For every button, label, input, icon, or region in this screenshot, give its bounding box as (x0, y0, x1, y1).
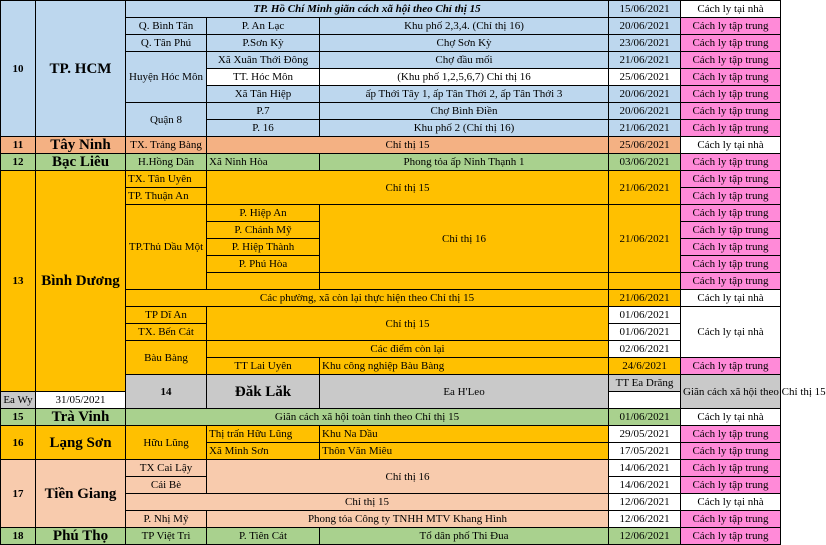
status-cell: Cách ly tại nhà (681, 137, 781, 154)
district-cell: TP. Thuận An (126, 188, 207, 205)
area-cell: Khu phố 2 (Chỉ thị 16) (320, 120, 609, 137)
date-cell: 12/06/2021 (609, 528, 681, 545)
status-cell: Cách ly tập trung (681, 120, 781, 137)
area-cell: Chỉ thị 16 (207, 460, 609, 494)
ward-cell: TT Lai Uyên (207, 358, 320, 375)
district-cell: Q. Tân Phú (126, 35, 207, 52)
province-name: Đăk Lăk (207, 375, 320, 409)
table-row (1, 171, 781, 188)
section-title: TP. Hồ Chí Minh giãn cách xã hội theo Chỉ thị 15 (126, 1, 609, 18)
province-name: Bình Dương (36, 171, 126, 392)
row-number: 17 (1, 460, 36, 528)
ward-cell: P. Chánh Mỹ (207, 222, 320, 239)
area-cell: Chỉ thị 16 (320, 205, 609, 273)
status-cell: Cách ly tập trung (681, 18, 781, 35)
date-cell: 24/6/2021 (609, 358, 681, 375)
date-cell (609, 273, 681, 290)
district-cell: TX. Bến Cát (126, 324, 207, 341)
area-cell: Chợ Sơn Kỳ (320, 35, 609, 52)
area-cell: Phong tỏa ấp Ninh Thạnh 1 (320, 154, 609, 171)
area-cell: Khu Na Dầu (320, 426, 609, 443)
status-cell: Cách ly tập trung (681, 528, 781, 545)
ward-cell (207, 273, 320, 290)
area-cell (320, 273, 609, 290)
date-cell: 20/06/2021 (609, 103, 681, 120)
district-cell: Bàu Bàng (126, 341, 207, 375)
province-name: Trà Vinh (36, 409, 126, 426)
table-row (1, 154, 781, 171)
date-cell: 21/06/2021 (609, 171, 681, 205)
date-cell: 17/05/2021 (609, 443, 681, 460)
date-cell: 21/06/2021 (609, 290, 681, 307)
status-cell: Cách ly tập trung (681, 256, 781, 273)
area-cell: Thôn Văn Miêu (320, 443, 609, 460)
area-cell: ấp Thới Tây 1, ấp Tân Thới 2, ấp Tân Thới 3 (320, 86, 609, 103)
ward-cell: TT. Hóc Môn (207, 69, 320, 86)
province-name: Phú Thọ (36, 528, 126, 545)
area-cell: Giãn cách xã hội theo Chỉ thị 15 (681, 375, 781, 409)
date-cell: 20/06/2021 (609, 18, 681, 35)
table-row (1, 426, 781, 443)
ward-cell: Ea Wy (1, 392, 36, 409)
date-cell: 12/06/2021 (609, 494, 681, 511)
date-cell: 20/06/2021 (609, 86, 681, 103)
date-cell: 01/06/2021 (609, 307, 681, 324)
area-cell: Chỉ thị 15 (126, 494, 609, 511)
status-cell: Cách ly tập trung (681, 188, 781, 205)
status-cell: Cách ly tập trung (681, 239, 781, 256)
ward-cell: P. Hiệp An (207, 205, 320, 222)
status-cell: Cách ly tập trung (681, 443, 781, 460)
province-name: Tây Ninh (36, 137, 126, 154)
area-cell: Giãn cách xã hội toàn tỉnh theo Chỉ thị 15 (126, 409, 609, 426)
ward-cell: P. Phú Hòa (207, 256, 320, 273)
date-cell: 01/06/2021 (609, 324, 681, 341)
date-cell: 14/06/2021 (609, 477, 681, 494)
date-cell: 14/06/2021 (609, 460, 681, 477)
ward-cell: P. Tiên Cát (207, 528, 320, 545)
date-cell: 25/06/2021 (609, 69, 681, 86)
area-cell: Chợ Bình Điền (320, 103, 609, 120)
province-name: Lạng Sơn (36, 426, 126, 460)
date-cell: 15/06/2021 (609, 1, 681, 18)
district-cell: TP Việt Trì (126, 528, 207, 545)
status-cell: Cách ly tại nhà (681, 409, 781, 426)
ward-cell: Xã Ninh Hòa (207, 154, 320, 171)
district-cell: Huyện Hóc Môn (126, 52, 207, 103)
ward-cell: TT Ea Drăng (609, 375, 681, 392)
status-cell: Cách ly tập trung (681, 222, 781, 239)
area-cell: Chỉ thị 15 (207, 137, 609, 154)
date-cell: 21/06/2021 (609, 52, 681, 69)
row-number: 16 (1, 426, 36, 460)
district-cell: Ea H'Leo (320, 375, 609, 409)
district-cell: Quận 8 (126, 103, 207, 137)
date-cell: 29/05/2021 (609, 426, 681, 443)
status-cell: Cách ly tập trung (681, 205, 781, 222)
row-number: 18 (1, 528, 36, 545)
area-cell: Các phường, xã còn lại thực hiện theo Chỉ thị 15 (126, 290, 609, 307)
status-cell: Cách ly tại nhà (681, 1, 781, 18)
ward-cell: P.7 (207, 103, 320, 120)
district-cell: Cái Bè (126, 477, 207, 494)
table-row (1, 460, 781, 477)
district-cell: P. Nhị Mỹ (126, 511, 207, 528)
ward-cell: Xã Xuân Thới Đông (207, 52, 320, 69)
date-cell: 21/06/2021 (609, 120, 681, 137)
date-cell: 23/06/2021 (609, 35, 681, 52)
ward-cell: Thị trấn Hữu Lũng (207, 426, 320, 443)
ward-cell: P.Sơn Kỳ (207, 35, 320, 52)
district-cell: TX. Trảng Bàng (126, 137, 207, 154)
status-cell: Cách ly tập trung (681, 69, 781, 86)
district-cell: TP.Thủ Dầu Một (126, 205, 207, 290)
province-name: TP. HCM (36, 1, 126, 137)
date-cell: 12/06/2021 (609, 511, 681, 528)
district-cell: Q. Bình Tân (126, 18, 207, 35)
status-cell: Cách ly tập trung (681, 273, 781, 290)
date-cell: 02/06/2021 (609, 341, 681, 358)
date-cell: 31/05/2021 (36, 392, 126, 409)
area-cell: Các điểm còn lại (207, 341, 609, 358)
status-cell: Cách ly tập trung (681, 477, 781, 494)
status-cell: Cách ly tập trung (681, 358, 781, 375)
area-cell: Tổ dân phố Thi Đua (320, 528, 609, 545)
row-number: 12 (1, 154, 36, 171)
ward-cell: P. 16 (207, 120, 320, 137)
status-cell: Cách ly tại nhà (681, 290, 781, 307)
status-cell: Cách ly tập trung (681, 154, 781, 171)
district-cell: H.Hồng Dân (126, 154, 207, 171)
status-cell: Cách ly tập trung (681, 86, 781, 103)
row-number: 13 (1, 171, 36, 392)
ward-cell: Xã Minh Sơn (207, 443, 320, 460)
table-row (1, 409, 781, 426)
status-cell: Cách ly tại nhà (681, 307, 781, 358)
date-cell: 01/06/2021 (609, 409, 681, 426)
ward-cell: Xã Tân Hiệp (207, 86, 320, 103)
table-row (1, 528, 781, 545)
status-cell: Cách ly tập trung (681, 171, 781, 188)
status-cell: Cách ly tập trung (681, 35, 781, 52)
status-cell: Cách ly tập trung (681, 426, 781, 443)
status-cell: Cách ly tại nhà (681, 494, 781, 511)
table-row (1, 137, 781, 154)
row-number: 10 (1, 1, 36, 137)
status-cell: Cách ly tập trung (681, 52, 781, 69)
row-number: 15 (1, 409, 36, 426)
district-cell: TX. Tân Uyên (126, 171, 207, 188)
date-cell: 21/06/2021 (609, 205, 681, 273)
date-cell: 25/06/2021 (609, 137, 681, 154)
status-cell: Cách ly tập trung (681, 103, 781, 120)
area-cell: Khu phố 2,3,4. (Chỉ thị 16) (320, 18, 609, 35)
area-cell: Khu công nghiệp Bàu Bàng (320, 358, 609, 375)
row-number: 14 (126, 375, 207, 409)
province-name: Bạc Liêu (36, 154, 126, 171)
province-name: Tiền Giang (36, 460, 126, 528)
area-cell: (Khu phố 1,2,5,6,7) Chỉ thị 16 (320, 69, 609, 86)
district-cell: Hữu Lũng (126, 426, 207, 460)
table-row (1, 1, 781, 18)
district-cell: TP Dĩ An (126, 307, 207, 324)
area-cell: Chỉ thị 15 (207, 171, 609, 205)
area-cell: Chợ đầu mối (320, 52, 609, 69)
area-cell: Chỉ thị 15 (207, 307, 609, 341)
ward-cell: P. An Lạc (207, 18, 320, 35)
status-cell: Cách ly tập trung (681, 511, 781, 528)
ward-cell: P. Hiệp Thành (207, 239, 320, 256)
district-cell: TX Cai Lậy (126, 460, 207, 477)
row-number: 11 (1, 137, 36, 154)
date-cell: 03/06/2021 (609, 154, 681, 171)
status-cell: Cách ly tập trung (681, 460, 781, 477)
area-cell: Phong tỏa Công ty TNHH MTV Khang Hình (207, 511, 609, 528)
